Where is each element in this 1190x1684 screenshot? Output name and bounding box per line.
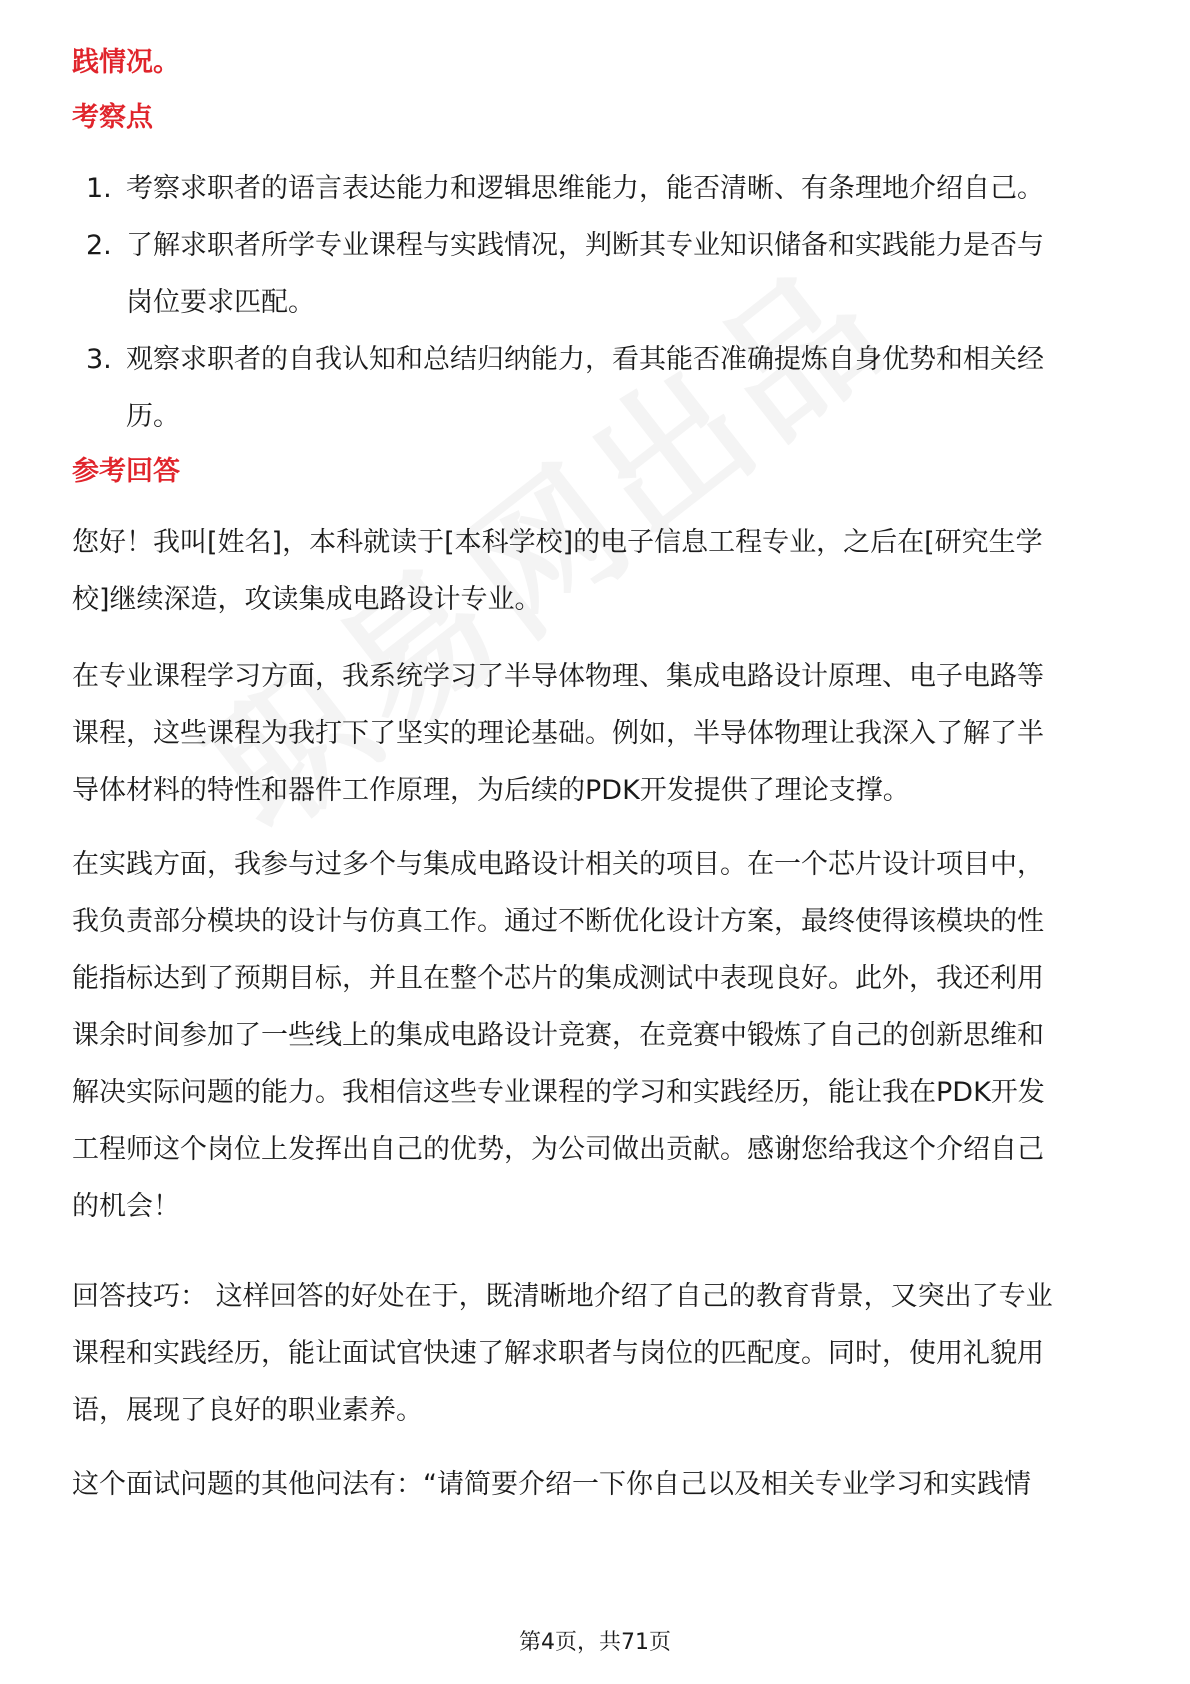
list-line: 岗位要求匹配。 bbox=[126, 287, 315, 318]
list-number: 3. bbox=[86, 344, 112, 375]
answer-paragraph bbox=[72, 836, 1122, 1235]
page-footer: 第4页，共71页 bbox=[519, 1630, 671, 1655]
list-line: 了解求职者所学专业课程与实践情况，判断其专业知识储备和实践能力是否与 bbox=[126, 230, 1044, 261]
paragraph-line: 您好！我叫[姓名]，本科就读于[本科学校]的电子信息工程专业，之后在[研究生学 bbox=[72, 527, 1043, 558]
list-number: 2. bbox=[86, 230, 112, 261]
paragraph-line: 导体材料的特性和器件工作原理，为后续的PDK开发提供了理论支撑。 bbox=[72, 775, 910, 806]
paragraph-line: 校]继续深造，攻读集成电路设计专业。 bbox=[72, 584, 542, 615]
paragraph-line: 课程和实践经历，能让面试官快速了解求职者与岗位的匹配度。同时，使用礼貌用 bbox=[72, 1338, 1044, 1369]
list-line: 历。 bbox=[126, 401, 180, 432]
paragraph-line: 解决实际问题的能力。我相信这些专业课程的学习和实践经历，能让我在PDK开发 bbox=[72, 1077, 1045, 1108]
list-item bbox=[72, 160, 1132, 217]
paragraph-line: 能指标达到了预期目标，并且在整个芯片的集成测试中表现良好。此外，我还利用 bbox=[72, 963, 1044, 994]
answer-paragraph bbox=[72, 514, 1122, 628]
paragraph-line: 我负责部分模块的设计与仿真工作。通过不断优化设计方案，最终使得该模块的性 bbox=[72, 906, 1044, 937]
answer-paragraph bbox=[72, 648, 1122, 819]
list-number: 1. bbox=[86, 173, 112, 204]
paragraph-line: 工程师这个岗位上发挥出自己的优势，为公司做出贡献。感谢您给我这个介绍自己 bbox=[72, 1134, 1044, 1165]
paragraph-line: 课余时间参加了一些线上的集成电路设计竞赛，在竞赛中锻炼了自己的创新思维和 bbox=[72, 1020, 1044, 1051]
alternative-question-paragraph bbox=[72, 1456, 1122, 1513]
list-line: 考察求职者的语言表达能力和逻辑思维能力，能否清晰、有条理地介绍自己。 bbox=[126, 173, 1044, 204]
paragraph-line: 的机会！ bbox=[72, 1191, 180, 1222]
answer-tips-paragraph bbox=[72, 1268, 1122, 1439]
section-heading-check: 考察点 bbox=[72, 102, 153, 133]
list-line: 观察求职者的自我认知和总结归纳能力，看其能否准确提炼自身优势和相关经 bbox=[126, 344, 1044, 375]
top-fragment: 践情况。 bbox=[72, 47, 180, 78]
paragraph-line: 这个面试问题的其他问法有：“请简要介绍一下你自己以及相关专业学习和实践情 bbox=[72, 1469, 1031, 1500]
paragraph-line: 语，展现了良好的职业素养。 bbox=[72, 1395, 423, 1426]
list-item bbox=[72, 331, 1132, 445]
section-heading-answer: 参考回答 bbox=[72, 456, 180, 487]
paragraph-line: 在专业课程学习方面，我系统学习了半导体物理、集成电路设计原理、电子电路等 bbox=[72, 661, 1044, 692]
paragraph-line: 回答技巧： 这样回答的好处在于，既清晰地介绍了自己的教育背景，又突出了专业 bbox=[72, 1281, 1053, 1312]
paragraph-line: 在实践方面，我参与过多个与集成电路设计相关的项目。在一个芯片设计项目中， bbox=[72, 849, 1044, 880]
check-points-list bbox=[72, 160, 1132, 445]
list-item bbox=[72, 217, 1132, 331]
paragraph-line: 课程，这些课程为我打下了坚实的理论基础。例如，半导体物理让我深入了解了半 bbox=[72, 718, 1044, 749]
